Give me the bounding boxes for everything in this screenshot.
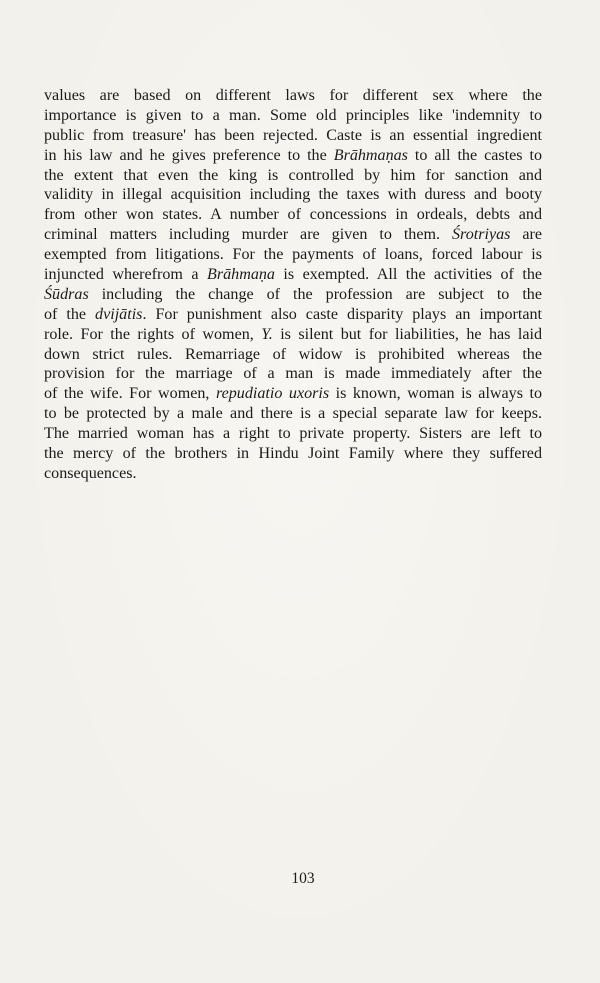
text-line: [44, 185, 542, 205]
text-span: values are based on different laws for different sex where the: [44, 87, 542, 104]
text-span: to be protected by a male and there is a special separate law for keeps.: [44, 405, 542, 423]
text-span: the mercy of the brothers in Hindu Joint Family where they suffered: [44, 445, 542, 463]
text-span: of the wife. For women,: [44, 385, 216, 403]
text-span: validity in illegal acquisition including the taxes with duress and booty: [44, 186, 542, 204]
text-line: [44, 146, 542, 166]
text-span: importance is given to a man. Some old principles like 'indemnity to: [44, 106, 542, 124]
text-line: [44, 166, 542, 186]
text-span: the extent that even the king is controlled by him for sanction and: [44, 166, 542, 184]
text-line: [44, 106, 542, 126]
text-line: [44, 364, 542, 384]
text-span: in his law and he gives preference to the: [44, 146, 334, 164]
italic-term: Śrotriyas: [451, 226, 511, 244]
italic-term: Brāhmaṇa: [207, 266, 275, 284]
text-span: are: [510, 226, 543, 244]
text-line: [44, 464, 542, 484]
italic-term: Śūdras: [44, 285, 89, 303]
page-number: 103: [291, 870, 315, 887]
text-line: [44, 345, 542, 365]
text-span: is exempted. All the activities of the: [274, 266, 543, 284]
italic-term: Y.: [261, 325, 273, 343]
text-line: [44, 404, 542, 424]
text-span: criminal matters including murder are given to them.: [44, 226, 452, 244]
text-line: [44, 285, 542, 305]
text-line: [44, 325, 542, 345]
text-span: from other won states. A number of concessions in ordeals, debts and: [44, 206, 542, 224]
text-line: [44, 424, 542, 444]
text-span: . For punishment also caste disparity plays an important: [142, 305, 542, 323]
text-span: exempted from litigations. For the payments of loans, forced labour is: [44, 246, 542, 264]
text-span: down strict rules. Remarriage of widow is prohibited whereas the: [44, 345, 542, 363]
text-line: [44, 245, 542, 265]
text-span: is silent but for liabilities, he has laid: [272, 325, 542, 343]
text-span: role. For the rights of women,: [44, 325, 262, 343]
text-line: [44, 384, 542, 404]
text-line: [44, 265, 542, 285]
italic-term: repudiatio uxoris: [215, 385, 330, 403]
text-line: [44, 444, 542, 464]
italic-term: dvijātis: [95, 305, 143, 323]
text-span: of the: [44, 305, 96, 323]
text-span: provision for the marriage of a man is made immediately after the: [44, 365, 542, 383]
text-line: [44, 305, 542, 325]
text-span: to all the castes to: [407, 146, 543, 164]
text-span: injuncted wherefrom a: [44, 266, 208, 284]
text-span: consequences.: [44, 464, 137, 482]
text-span: including the change of the profession are subject to the: [88, 285, 542, 303]
text-line: [44, 225, 542, 245]
text-line: [44, 205, 542, 225]
text-line: [44, 126, 542, 146]
text-span: is known, woman is always to: [329, 385, 543, 403]
text-line: [44, 86, 542, 106]
text-span: public from treasure' has been rejected. Caste is an essential ingredient: [44, 126, 542, 144]
body-text: [44, 86, 542, 484]
text-span: The married woman has a right to private property. Sisters are left to: [44, 425, 542, 443]
italic-term: Brāhmaṇas: [333, 146, 408, 164]
